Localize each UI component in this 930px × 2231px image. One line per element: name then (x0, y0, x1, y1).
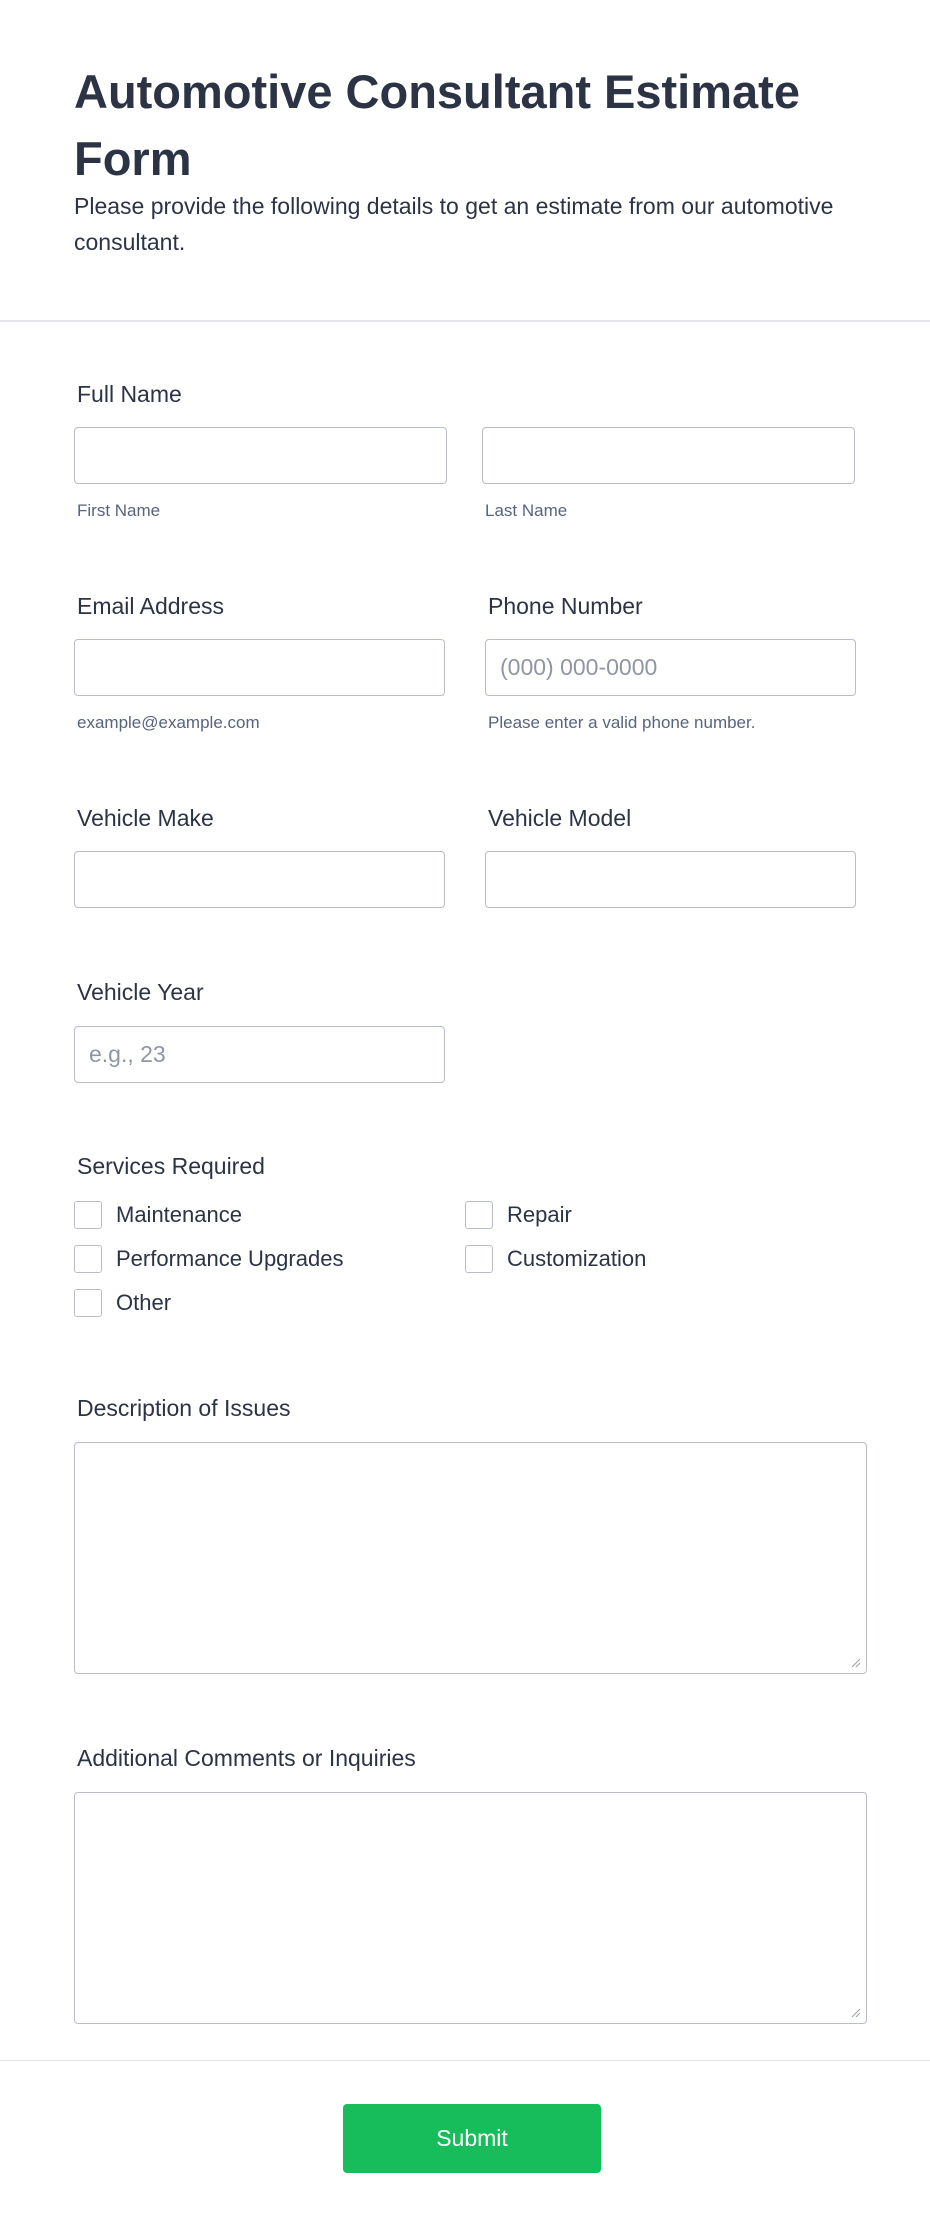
repair-checkbox[interactable] (465, 1201, 493, 1229)
maintenance-checkbox[interactable] (74, 1201, 102, 1229)
full-name-label: Full Name (77, 381, 182, 407)
service-option-performance-upgrades[interactable] (74, 1244, 343, 1274)
resize-grip-icon[interactable] (849, 2006, 861, 2018)
footer-divider (0, 2060, 930, 2061)
additional-comments-label: Additional Comments or Inquiries (77, 1745, 416, 1771)
submit-button[interactable]: Submit (343, 2104, 601, 2173)
phone-sublabel: Please enter a valid phone number. (488, 713, 756, 732)
email-sublabel: example@example.com (77, 713, 260, 732)
form-description: Please provide the following details to get an estimate from our automotive consultant. (74, 193, 834, 255)
first-name-sublabel: First Name (77, 501, 161, 520)
customization-label: Customization (507, 1246, 647, 1271)
performance-upgrades-checkbox[interactable] (74, 1245, 102, 1273)
resize-grip-icon[interactable] (849, 1656, 861, 1668)
email-label: Email Address (77, 593, 225, 619)
service-option-customization[interactable] (465, 1244, 646, 1274)
other-checkbox[interactable] (74, 1289, 102, 1317)
description-of-issues-textarea[interactable] (74, 1442, 867, 1674)
additional-comments-textarea[interactable] (74, 1792, 867, 2024)
vehicle-year-input[interactable] (74, 1026, 445, 1083)
customization-checkbox[interactable] (465, 1245, 493, 1273)
other-label: Other (116, 1290, 172, 1315)
phone-input[interactable] (485, 639, 856, 696)
performance-upgrades-label: Performance Upgrades (116, 1246, 344, 1271)
service-option-other[interactable] (74, 1288, 171, 1318)
description-of-issues-label: Description of Issues (77, 1395, 291, 1421)
first-name-input[interactable] (74, 427, 447, 484)
vehicle-model-input[interactable] (485, 851, 856, 908)
service-option-repair[interactable] (465, 1200, 572, 1230)
vehicle-year-label: Vehicle Year (77, 979, 204, 1005)
form-header (0, 0, 930, 322)
last-name-sublabel: Last Name (485, 501, 568, 520)
email-input[interactable] (74, 639, 445, 696)
service-option-maintenance[interactable] (74, 1200, 242, 1230)
form-title: Automotive Consultant Estimate Form (74, 65, 800, 185)
vehicle-make-label: Vehicle Make (77, 805, 214, 831)
vehicle-make-input[interactable] (74, 851, 445, 908)
last-name-input[interactable] (482, 427, 855, 484)
phone-label: Phone Number (488, 593, 643, 619)
repair-label: Repair (507, 1202, 572, 1227)
services-label: Services Required (77, 1153, 265, 1179)
vehicle-model-label: Vehicle Model (488, 805, 632, 831)
maintenance-label: Maintenance (116, 1202, 242, 1227)
